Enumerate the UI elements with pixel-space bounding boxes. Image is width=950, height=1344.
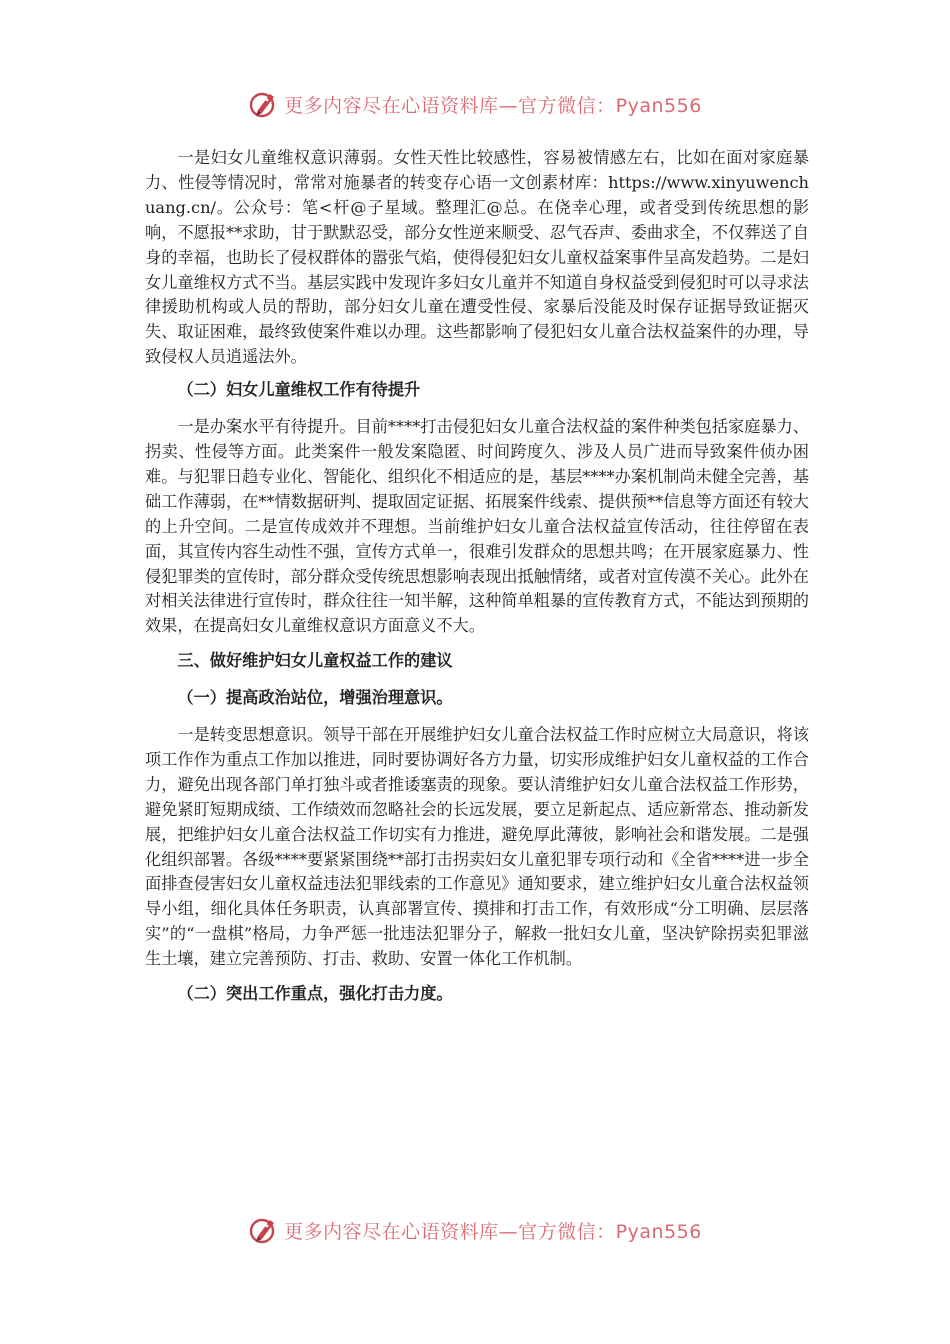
- pen-nib-logo-icon: [248, 88, 280, 120]
- section-heading-rights-work: （二）妇女儿童维权工作有待提升: [177, 380, 421, 400]
- document-body: [145, 146, 809, 1019]
- watermark-text: 更多内容尽在心语资料库—官方微信：Pyan556: [284, 1220, 702, 1243]
- pen-nib-logo-icon: [248, 1214, 280, 1246]
- section-heading-work-focus: （二）突出工作重点，强化打击力度。: [177, 984, 453, 1004]
- watermark-banner-bottom: [0, 1210, 950, 1250]
- watermark-banner-top: [0, 84, 950, 124]
- watermark-text: 更多内容尽在心语资料库—官方微信：Pyan556: [284, 94, 702, 117]
- chapter-heading-suggestions: 三、做好维护妇女儿童权益工作的建议: [177, 651, 453, 671]
- paragraph-rights-awareness: 一是妇女儿童维权意识薄弱。女性天性比较感性，容易被情感左右，比如在面对家庭暴力、性侵等情况时，常常对施暴者的转变存心语一文创素材库：https://www.xinyuwenchuang.cn/。公众号：笔<杆@子星域。整理汇@总。在侥幸心理，或者受到传统思想的影响，不愿报**求助，甘于默默忍受，部分女性逆来顺受、忍气吞声、委曲求全，不仅葬送了自身的幸福，也助长了侵权群体的嚣张气焰，使得侵犯妇女儿童权益案事件呈高发趋势。二是妇女儿童维权方式不当。基层实践中发现许多妇女儿童并不知道自身权益受到侵犯时可以寻求法律援助机构或人员的帮助，部分妇女儿童在遭受性侵、家暴后没能及时保存证据导致证据灭失、取证困难，最终致使案件难以办理。这些都影响了侵犯妇女儿童合法权益案件的办理，导致侵权人员逍遥法外。: [145, 148, 809, 367]
- section-heading-political-stance: （一）提高政治站位，增强治理意识。: [177, 688, 453, 708]
- paragraph-case-handling: 一是办案水平有待提升。目前****打击侵犯妇女儿童合法权益的案件种类包括家庭暴力、拐卖、性侵等方面。此类案件一般发案隐匿、时间跨度久、涉及人员广进而导致案件侦办困难。与犯罪日趋专业化、智能化、组织化不相适应的是，基层****办案机制尚未健全完善，基础工作薄弱，在**情数据研判、提取固定证据、拓展案件线索、提供预**信息等方面还有较大的上升空间。二是宣传成效并不理想。当前维护妇女儿童合法权益宣传活动，往往停留在表面，其宣传内容生动性不强，宣传方式单一，很难引发群众的思想共鸣；在开展家庭暴力、性侵犯罪类的宣传时，部分群众受传统思想影响表现出抵触情绪，或者对宣传漠不关心。此外在对相关法律进行宣传时，群众往往一知半解，这种简单粗暴的宣传教育方式，不能达到预期的效果，在提高妇女儿童维权意识方面意义不大。: [145, 417, 809, 636]
- paragraph-ideology-change: 一是转变思想意识。领导干部在开展维护妇女儿童合法权益工作时应树立大局意识，将该项工作作为重点工作加以推进，同时要协调好各方力量，切实形成维护妇女儿童权益的工作合力，避免出现各部门单打独斗或者推诿塞责的现象。要认清维护妇女儿童合法权益工作形势，避免紧盯短期成绩、工作绩效而忽略社会的长远发展，要立足新起点、适应新常态、推动新发展，把维护妇女儿童合法权益工作切实有力推进，避免厚此薄彼，影响社会和谐发展。二是强化组织部署。各级****要紧紧围绕**部打击拐卖妇女儿童犯罪专项行动和《全省****进一步全面排查侵害妇女儿童权益违法犯罪线索的工作意见》通知要求，建立维护妇女儿童合法权益领导小组，细化具体任务职责，认真部署宣传、摸排和打击工作，有效形成“分工明确、层层落实”的“一盘棋”格局，力争严惩一批违法犯罪分子，解救一批妇女儿童，坚决铲除拐卖犯罪滋生土壤，建立完善预防、打击、救助、安置一体化工作机制。: [145, 725, 809, 969]
